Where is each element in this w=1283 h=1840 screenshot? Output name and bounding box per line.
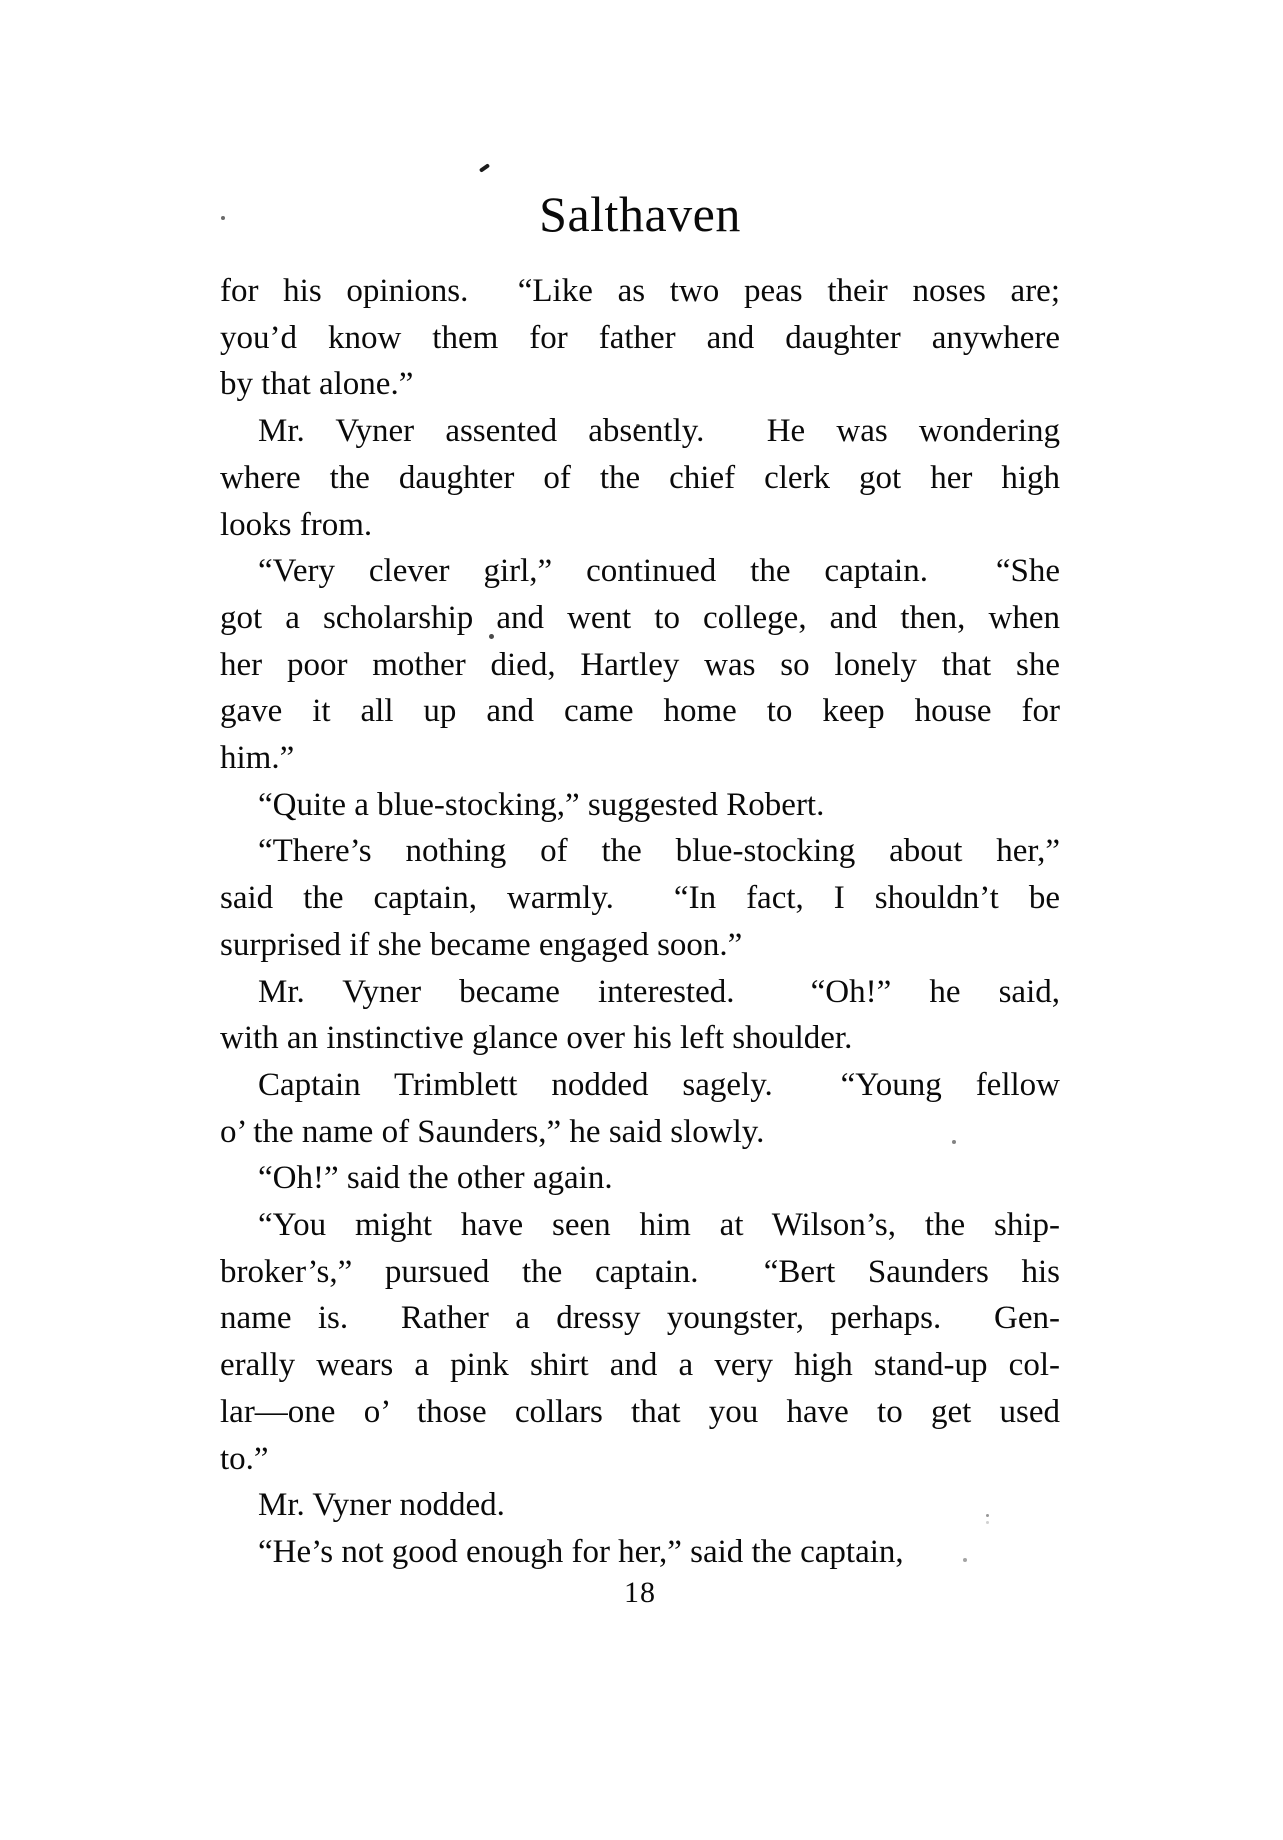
text-line: Mr. Vyner became interested. “Oh!” he said, (258, 973, 1060, 1010)
text-line: her poor mother died, Hartley was so lonely that she (220, 646, 1060, 683)
text-line: looks from. (220, 506, 373, 543)
paragraph (220, 828, 1060, 968)
text-line: got a scholarship and went to college, and then, when (220, 599, 1060, 636)
text-line: “He’s not good enough for her,” said the captain, (258, 1533, 904, 1570)
text-line: said the captain, warmly. “In fact, I shouldn’t be (220, 880, 1060, 917)
text-line: erally wears a pink shirt and a very high stand-up col- (220, 1347, 1060, 1384)
text-line: him.” (220, 740, 295, 777)
paragraph (220, 548, 1060, 782)
text-line: for his opinions. “Like as two peas their noses are; (220, 273, 1060, 309)
paragraph (220, 1482, 1060, 1529)
text-line: “Oh!” said the other again. (258, 1160, 613, 1197)
text-line: “Quite a blue-stocking,” suggested Robert. (258, 786, 825, 823)
text-line: to.” (220, 1440, 269, 1477)
scan-speck (479, 163, 490, 173)
text-line: lar—one o’ those collars that you have to get used (220, 1393, 1060, 1430)
paragraph (220, 408, 1060, 548)
text-line: where the daughter of the chief clerk got her high (220, 459, 1060, 496)
text-line: Mr. Vyner nodded. (258, 1487, 505, 1524)
text-line: you’d know them for father and daughter anywhere (220, 319, 1060, 356)
paragraph (220, 969, 1060, 1062)
body-text (220, 268, 1060, 1576)
paragraph (220, 1529, 1060, 1576)
text-line: with an instinctive glance over his left shoulder. (220, 1020, 853, 1057)
paragraph (220, 782, 1060, 829)
text-line: surprised if she became engaged soon.” (220, 926, 743, 963)
page-number: 18 (624, 1576, 656, 1609)
text-line: broker’s,” pursued the captain. “Bert Saunders his (220, 1253, 1060, 1290)
paragraph (220, 1062, 1060, 1155)
text-line: name is. Rather a dressy youngster, perhaps. Gen- (220, 1300, 1060, 1337)
text-line: Mr. Vyner assented absently. He was wondering (258, 413, 1060, 450)
text-line: “You might have seen him at Wilson’s, the ship- (258, 1207, 1060, 1244)
text-line: by that alone.” (220, 366, 414, 403)
paragraph (220, 1202, 1060, 1482)
text-line: “Very clever girl,” continued the captain. “She (258, 553, 1060, 590)
paragraph (220, 268, 1060, 408)
paragraph (220, 1155, 1060, 1202)
text-line: Captain Trimblett nodded sagely. “Young fellow (258, 1066, 1060, 1103)
text-line: gave it all up and came home to keep house for (220, 693, 1060, 730)
page-title: Salthaven (539, 186, 741, 242)
text-line: o’ the name of Saunders,” he said slowly. (220, 1113, 765, 1150)
text-line: “There’s nothing of the blue-stocking about her,” (258, 833, 1060, 870)
